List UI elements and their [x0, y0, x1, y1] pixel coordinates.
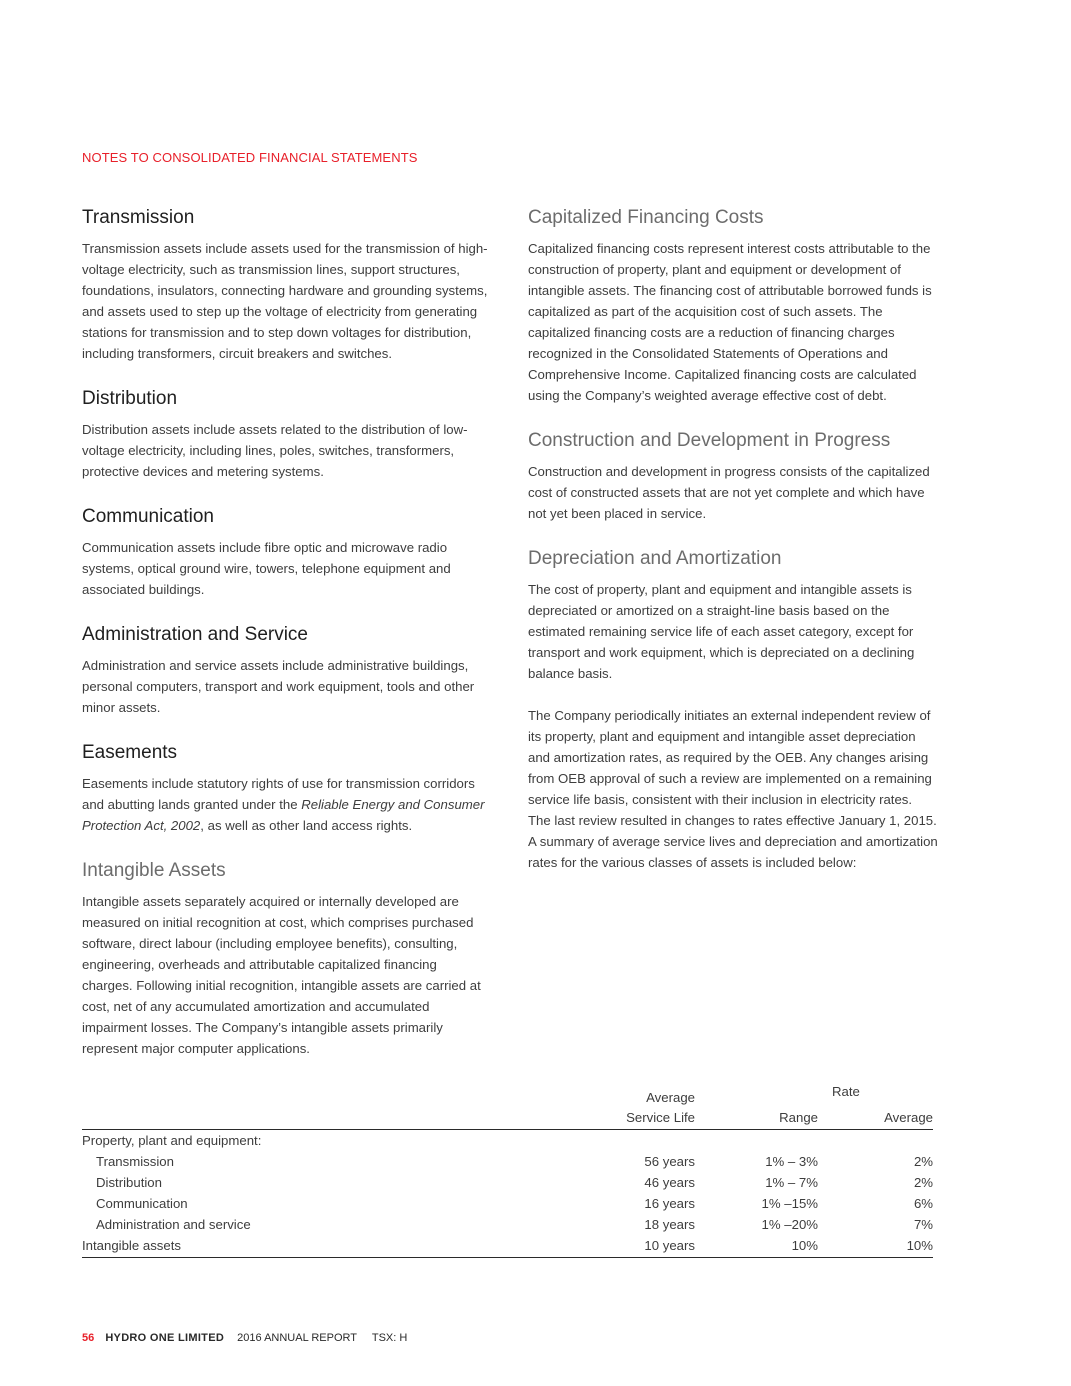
section-intangible	[82, 858, 490, 1059]
left-column	[82, 205, 490, 1059]
heading-depreciation: Depreciation and Amortization	[528, 548, 782, 569]
heading-easements: Easements	[82, 742, 178, 763]
heading-capitalized: Capitalized Financing Costs	[528, 207, 764, 228]
row-service-life: 10 years	[644, 1238, 695, 1253]
text-capitalized: Capitalized financing costs represent interest costs attributable to the construction of property, plant and equipment or development of intangible assets. The financing cost of attributable borrowed funds is capitalized as part of the acquisition cost of such assets. The capitalized financing costs are a reduction of financing charges recognized in the Consolidated Statements of Operations and Comprehensive Income. Capitalized financing costs are calculated using the Company’s weighted average effective cost of debt.	[528, 241, 932, 403]
header-average-line1: Average	[646, 1090, 695, 1105]
text-depreciation-1: The cost of property, plant and equipment and intangible assets is depreciated or amortized on a straight-line basis based on the estimated remaining service life of each asset category, except for transport and work equipment, which is depreciated on a declining balance basis.	[528, 582, 915, 681]
row-rate-range: 1% – 7%	[765, 1175, 818, 1190]
section-administration	[82, 622, 490, 718]
heading-construction: Construction and Development in Progress	[528, 430, 891, 451]
ticker-symbol: TSX: H	[371, 1332, 408, 1344]
page-number: 56	[82, 1332, 95, 1344]
text-intangible: Intangible assets separately acquired or internally developed are measured on initial recognition at cost, which comprises purchased software, direct labour (including employee benefits), consulting, engineering, overheads and attributable capitalized financing charges. Following initial recognition, intangible assets are carried at cost, net of any accumulated amortization and accumulated impairment losses. The Company’s intangible assets primarily represent major computer applications.	[82, 894, 481, 1056]
section-distribution	[82, 386, 490, 482]
report-name: 2016 ANNUAL REPORT	[237, 1332, 357, 1344]
table-row	[82, 1193, 933, 1214]
header-service-life: Service Life	[626, 1110, 695, 1125]
header-range: Range	[779, 1110, 818, 1125]
row-rate-average: 2%	[913, 1175, 933, 1190]
table-row	[82, 1214, 933, 1235]
page-footer	[82, 1332, 407, 1344]
table-row	[82, 1172, 933, 1193]
company-name: HYDRO ONE LIMITED	[105, 1332, 225, 1344]
row-rate-average: 7%	[913, 1217, 933, 1232]
table-group-row	[82, 1130, 933, 1151]
section-depreciation	[528, 546, 938, 873]
table-bottom-rule	[82, 1257, 933, 1258]
group-label: Property, plant and equipment:	[82, 1133, 262, 1148]
right-column	[528, 205, 938, 873]
row-rate-range: 1% –20%	[761, 1217, 818, 1232]
table-header	[82, 1083, 933, 1130]
text-communication: Communication assets include fibre optic and microwave radio systems, optical ground wire, towers, telephone equipment and associated buildings.	[82, 540, 451, 597]
heading-distribution: Distribution	[82, 388, 178, 409]
table-row	[82, 1151, 933, 1172]
heading-communication: Communication	[82, 506, 214, 527]
row-label: Communication	[96, 1196, 188, 1211]
text-easements-act-title: Reliable Energy and Consumer Protection Act, 2002	[82, 797, 485, 833]
heading-administration: Administration and Service	[82, 624, 308, 645]
header-rate: Rate	[832, 1084, 860, 1099]
service-life-table	[82, 1083, 933, 1258]
text-construction: Construction and development in progress consists of the capitalized cost of constructed assets that are not yet complete and which have not yet been placed in service.	[528, 464, 930, 521]
row-label: Intangible assets	[82, 1238, 181, 1253]
section-communication	[82, 504, 490, 600]
heading-transmission: Transmission	[82, 207, 195, 228]
page-header-label: NOTES TO CONSOLIDATED FINANCIAL STATEMENTS	[82, 150, 418, 165]
row-service-life: 56 years	[644, 1154, 695, 1169]
text-transmission: Transmission assets include assets used for the transmission of high-voltage electricity, such as transmission lines, support structures, foundations, insulators, connecting hardware and grounding systems, and assets used to step up the voltage of electricity from generating stations for transmission and to step down voltages for distribution, including transformers, circuit breakers and switches.	[82, 241, 488, 361]
row-rate-range: 1% –15%	[761, 1196, 818, 1211]
section-capitalized	[528, 205, 938, 406]
table-row	[82, 1235, 933, 1256]
header-average-rate: Average	[884, 1110, 933, 1125]
row-rate-range: 10%	[791, 1238, 818, 1253]
text-depreciation-2: The Company periodically initiates an external independent review of its property, plant and equipment and intangible asset depreciation and amortization rates, as required by the OEB. Any changes arising from OEB approval of such a review are implemented on a remaining service life basis, consistent with their inclusion in electricity rates. The last review resulted in changes to rates effective January 1, 2015. A summary of average service lives and depreciation and amortization rates for the various classes of assets is included below:	[528, 708, 938, 870]
text-administration: Administration and service assets include administrative buildings, personal computers, transport and work equipment, tools and other minor assets.	[82, 658, 475, 715]
row-label: Administration and service	[96, 1217, 251, 1232]
text-easements-part1: Easements include statutory rights of use for transmission corridors and abutting lands granted under the	[82, 776, 475, 812]
section-easements	[82, 740, 490, 836]
text-easements-part2: , as well as other land access rights.	[200, 818, 413, 833]
row-rate-range: 1% – 3%	[765, 1154, 818, 1169]
heading-intangible: Intangible Assets	[82, 860, 226, 881]
row-label: Distribution	[96, 1175, 162, 1190]
text-distribution: Distribution assets include assets related to the distribution of low-voltage electricity, including lines, poles, switches, transformers, protective devices and metering systems.	[82, 422, 468, 479]
row-rate-average: 6%	[913, 1196, 933, 1211]
section-construction	[528, 428, 938, 524]
row-service-life: 46 years	[644, 1175, 695, 1190]
row-service-life: 18 years	[644, 1217, 695, 1232]
text-easements	[82, 773, 490, 836]
section-transmission	[82, 205, 490, 364]
row-rate-average: 10%	[906, 1238, 933, 1253]
row-label: Transmission	[96, 1154, 174, 1169]
row-service-life: 16 years	[644, 1196, 695, 1211]
row-rate-average: 2%	[913, 1154, 933, 1169]
